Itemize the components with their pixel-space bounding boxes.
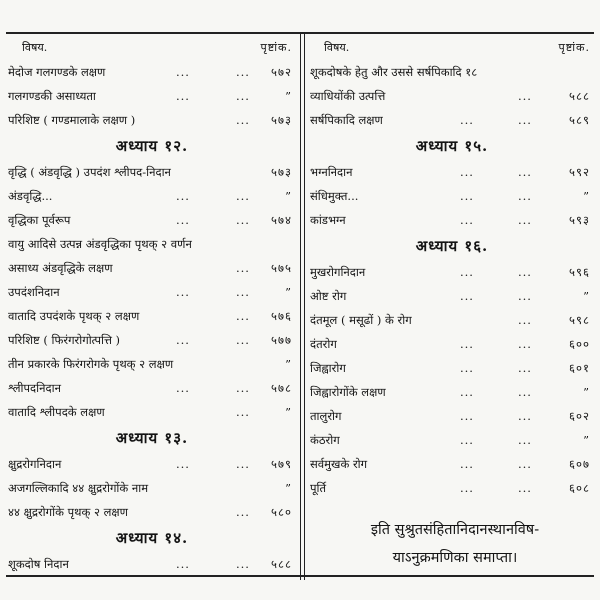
leader-dots: ... <box>236 309 250 323</box>
entry-title: कांडभग्न <box>310 213 346 227</box>
leader-dots: ... <box>236 505 250 519</box>
leader-dots: ... <box>460 337 474 351</box>
page-number: ” <box>285 405 292 419</box>
index-entry <box>8 208 296 232</box>
leader-dots: ... <box>518 409 532 423</box>
leader-dots: ... <box>460 457 474 471</box>
index-entry <box>310 356 594 380</box>
index-entry <box>8 304 296 328</box>
index-entry <box>310 208 594 232</box>
index-entry <box>310 184 594 208</box>
page-number: ५७४ <box>271 213 292 227</box>
leader-dots: ... <box>518 289 532 303</box>
leader-dots: ... <box>236 89 250 103</box>
leader-dots: ... <box>236 381 250 395</box>
index-entry <box>310 84 594 108</box>
leader-dots: ... <box>460 361 474 375</box>
page-number: ५९३ <box>569 213 590 227</box>
index-entry <box>8 500 296 524</box>
chapter-title: अध्याय १३. <box>115 429 189 447</box>
index-entry <box>8 328 296 352</box>
leader-dots: ... <box>236 113 250 127</box>
index-entry <box>8 476 296 500</box>
index-entry <box>310 284 594 308</box>
leader-dots: ... <box>460 113 474 127</box>
index-entry <box>8 256 296 280</box>
entry-title: वायु आदिसे उत्पन्न अंडवृद्धिका पृथक् २ वर्णन <box>8 237 192 251</box>
index-entry <box>310 332 594 356</box>
leader-dots: ... <box>518 313 532 327</box>
leader-dots: ... <box>176 189 190 203</box>
page-number: ५७८ <box>271 381 292 395</box>
entry-title: मेदोज गलगण्डके लक्षण <box>8 65 106 79</box>
entry-title: मुखरोगनिदान <box>310 265 366 279</box>
page-number: ५९२ <box>569 165 590 179</box>
leader-dots: ... <box>176 65 190 79</box>
entry-title: भग्ननिदान <box>310 165 353 179</box>
page-heading: पृष्टांक. <box>260 41 292 54</box>
page-number: ५९८ <box>569 313 590 327</box>
right-column <box>310 36 594 500</box>
index-entry <box>8 84 296 108</box>
index-entry <box>310 476 594 500</box>
page-number: ५७६ <box>271 309 292 323</box>
page-number: ६०८ <box>569 481 590 495</box>
page-heading: पृष्टांक. <box>558 41 590 54</box>
page-number: ५७३ <box>271 165 292 179</box>
leader-dots: ... <box>460 289 474 303</box>
leader-dots: ... <box>460 189 474 203</box>
page-number: ५८० <box>271 505 292 519</box>
index-entry <box>8 160 296 184</box>
entry-title: शूकदोष निदान <box>8 557 69 571</box>
leader-dots: ... <box>176 333 190 347</box>
page-number: ” <box>285 285 292 299</box>
entry-title: शूकदोषके हेतु और उससे सर्षपिकादि १८ <box>310 65 478 79</box>
entry-title: सर्वमुखके रोग <box>310 457 368 471</box>
entry-title: अजगल्लिकादि ४४ क्षुद्ररोगोंके नाम <box>8 481 149 495</box>
page-number: ६०१ <box>569 361 590 375</box>
leader-dots: ... <box>518 433 532 447</box>
chapter-heading <box>8 424 296 452</box>
leader-dots: ... <box>518 165 532 179</box>
entry-title: व्याधियोंकी उत्पत्ति <box>310 89 386 103</box>
index-entry <box>8 280 296 304</box>
entry-title: परिशिष्ट ( गण्डमालाके लक्षण ) <box>8 113 136 127</box>
index-entry <box>310 452 594 476</box>
entry-title: दंतरोग <box>310 337 337 351</box>
leader-dots: ... <box>518 457 532 471</box>
leader-dots: ... <box>518 113 532 127</box>
chapter-heading <box>8 132 296 160</box>
page-number: ” <box>583 189 590 203</box>
entry-title: सर्षपिकादि लक्षण <box>310 113 383 127</box>
page-number: ५८९ <box>569 113 590 127</box>
leader-dots: ... <box>236 189 250 203</box>
page-number: ६०२ <box>569 409 590 423</box>
colophon-line: इति सुश्रुतसंहितानिदानस्थानविष- <box>370 522 540 538</box>
index-entry <box>310 160 594 184</box>
entry-title: श्लीपदनिदान <box>8 381 61 395</box>
index-entry <box>310 108 594 132</box>
index-entry <box>8 352 296 376</box>
leader-dots: ... <box>460 433 474 447</box>
chapter-heading <box>8 524 296 552</box>
left-column <box>8 36 296 576</box>
entry-title: तालुरोग <box>310 409 342 423</box>
entry-title: ४४ क्षुद्ररोगोंके पृथक् २ लक्षण <box>8 505 128 519</box>
index-entry <box>8 452 296 476</box>
page-number: ” <box>285 89 292 103</box>
leader-dots: ... <box>518 89 532 103</box>
colophon-line: याऽनुक्रमणिका समाप्ता। <box>392 550 518 566</box>
entry-title: क्षुद्ररोगनिदान <box>8 457 62 471</box>
leader-dots: ... <box>518 481 532 495</box>
page-number: ” <box>285 357 292 371</box>
leader-dots: ... <box>518 213 532 227</box>
leader-dots: ... <box>460 481 474 495</box>
column-divider <box>304 32 305 580</box>
index-entry <box>8 400 296 424</box>
page-number: ६०० <box>569 337 590 351</box>
column-header <box>310 36 594 60</box>
entry-title: दंतमूल ( मसूढों ) के रोग <box>310 313 412 327</box>
page-number: ” <box>583 289 590 303</box>
index-entry <box>8 184 296 208</box>
index-entry <box>310 380 594 404</box>
column-divider <box>300 32 301 580</box>
index-entry <box>8 108 296 132</box>
subject-heading: विषय. <box>22 41 48 54</box>
index-entry <box>8 552 296 576</box>
page-number: ५७९ <box>271 457 292 471</box>
entry-title: वातादि श्लीपदके लक्षण <box>8 405 105 419</box>
leader-dots: ... <box>236 285 250 299</box>
entry-title: जिह्वारोगोंके लक्षण <box>310 385 386 399</box>
leader-dots: ... <box>176 381 190 395</box>
page-number: ५९६ <box>569 265 590 279</box>
leader-dots: ... <box>176 213 190 227</box>
entry-title: गलगण्डकी असाध्यता <box>8 89 96 103</box>
entry-title: असाध्य अंडवृद्धिके लक्षण <box>8 261 113 275</box>
leader-dots: ... <box>176 89 190 103</box>
index-entry <box>310 404 594 428</box>
leader-dots: ... <box>518 337 532 351</box>
entry-title: वृद्धिका पूर्वरूप <box>8 213 71 227</box>
leader-dots: ... <box>518 361 532 375</box>
leader-dots: ... <box>236 405 250 419</box>
page-number: ” <box>583 385 590 399</box>
leader-dots: ... <box>236 65 250 79</box>
index-entry <box>310 260 594 284</box>
page-number: ५७७ <box>271 333 292 347</box>
leader-dots: ... <box>236 457 250 471</box>
page-number: ६०७ <box>569 457 590 471</box>
page-number: ५८८ <box>569 89 590 103</box>
index-entry <box>310 60 594 84</box>
leader-dots: ... <box>518 265 532 279</box>
index-entry <box>8 232 296 256</box>
leader-dots: ... <box>176 457 190 471</box>
colophon <box>314 516 596 572</box>
page-number: ” <box>285 189 292 203</box>
entry-title: उपदंशनिदान <box>8 285 60 299</box>
entry-title: जिह्वारोग <box>310 361 346 375</box>
leader-dots: ... <box>518 189 532 203</box>
index-entry <box>8 376 296 400</box>
column-header <box>8 36 296 60</box>
entry-title: संधिमुक्त... <box>310 189 359 203</box>
leader-dots: ... <box>236 557 250 571</box>
chapter-title: अध्याय १४. <box>115 529 189 547</box>
page-number: ५८८ <box>271 557 292 571</box>
entry-title: ओष्ट रोग <box>310 289 347 303</box>
entry-title: कंठरोग <box>310 433 340 447</box>
entry-title: पूर्ति <box>310 481 327 495</box>
entry-title: तीन प्रकारके फिरंगरोगके पृथक् २ लक्षण <box>8 357 174 371</box>
leader-dots: ... <box>518 385 532 399</box>
entry-title: वातादि उपदंशके पृथक् २ लक्षण <box>8 309 140 323</box>
leader-dots: ... <box>460 409 474 423</box>
chapter-title: अध्याय १५. <box>415 137 489 155</box>
leader-dots: ... <box>236 333 250 347</box>
index-entry <box>8 60 296 84</box>
page-number: ५७३ <box>271 113 292 127</box>
index-entry <box>310 308 594 332</box>
leader-dots: ... <box>236 261 250 275</box>
entry-title: अंडवृद्धि... <box>8 189 53 203</box>
entry-title: वृद्धि ( अंडवृद्धि ) उपदंश श्लीपद-निदान <box>8 165 171 179</box>
page-number: ” <box>285 481 292 495</box>
index-entry <box>310 428 594 452</box>
leader-dots: ... <box>236 213 250 227</box>
leader-dots: ... <box>176 557 190 571</box>
chapter-heading <box>310 232 594 260</box>
entry-title: परिशिष्ट ( फिरंगरोगोत्पत्ति ) <box>8 333 121 347</box>
leader-dots: ... <box>460 265 474 279</box>
page-number: ” <box>583 433 590 447</box>
chapter-title: अध्याय १६. <box>415 237 489 255</box>
page-number: ५७२ <box>271 65 292 79</box>
chapter-heading <box>310 132 594 160</box>
leader-dots: ... <box>460 385 474 399</box>
leader-dots: ... <box>460 213 474 227</box>
chapter-title: अध्याय १२. <box>115 137 189 155</box>
leader-dots: ... <box>176 285 190 299</box>
subject-heading: विषय. <box>324 41 350 54</box>
page-number: ५७५ <box>271 261 292 275</box>
leader-dots: ... <box>460 165 474 179</box>
